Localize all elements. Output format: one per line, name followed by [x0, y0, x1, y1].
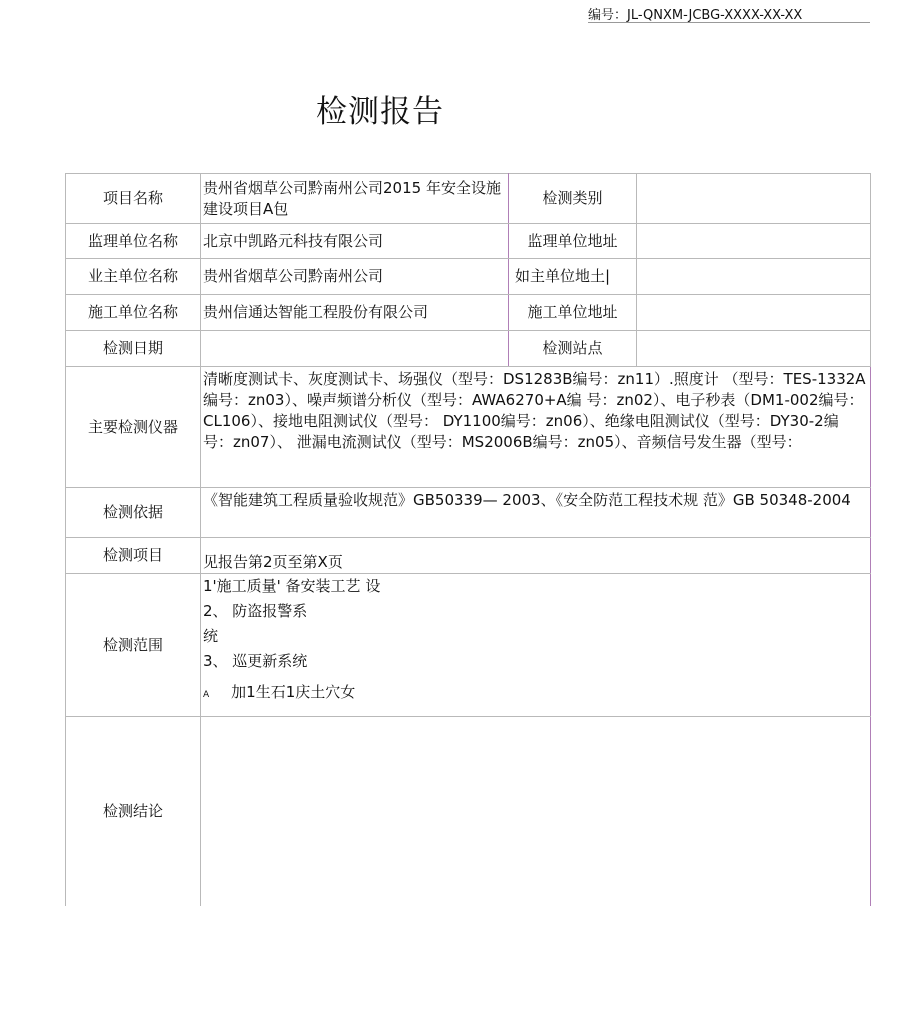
row-supervisor: [66, 224, 871, 259]
row-date: [66, 331, 871, 367]
value: 贵州省烟草公司黔南州公司2015 年安全设施建设项目A包: [201, 174, 509, 224]
report-table: [65, 173, 871, 906]
header-divider: [588, 22, 870, 23]
value: 清晰度测试卡、灰度测试卡、场强仪（型号：DS1283B编号：zn11）.照度计 （型号：TES-1332A编号：zn03）、噪声频谱分析仪（型号：AWA6270+A编 号：zn02）、电子秒表（DM1-002编号：CL106）、接地电阻测试仪（型号： DY1100编号：zn06）、绝缘电阻测试仪（型号：DY30-2编号：zn07）、 泄漏电流测试仪（型号：MS2006B编号：zn05）、音频信号发生器（型号：: [201, 367, 871, 488]
document-code: 编号：JL-QNXM-JCBG-XXXX-XX-XX: [588, 8, 803, 23]
label: 如主单位地土|: [509, 259, 637, 295]
label: 检测结论: [66, 717, 201, 906]
row-basis: [66, 488, 871, 538]
scope-mark: A: [203, 690, 210, 700]
label: 检测项目: [66, 538, 201, 574]
value: 《智能建筑工程质量验收规范》GB50339— 2003、《安全防范工程技术规 范》GB 50348-2004: [201, 488, 871, 538]
row-owner: [66, 259, 871, 295]
label: 项目名称: [66, 174, 201, 224]
row-conclusion: [66, 717, 871, 906]
value: [637, 224, 871, 259]
scope-line: 加1生石1庆土穴女: [231, 683, 356, 701]
label: 施工单位名称: [66, 295, 201, 331]
label: 业主单位名称: [66, 259, 201, 295]
row-scope: [66, 574, 871, 717]
label: 监理单位地址: [509, 224, 637, 259]
scope-line: 3、 巡更新系统: [203, 652, 308, 670]
label: 施工单位地址: [509, 295, 637, 331]
value: [201, 331, 509, 367]
value: [201, 574, 871, 717]
label: 监理单位名称: [66, 224, 201, 259]
value: 贵州信通达智能工程股份有限公司: [201, 295, 509, 331]
row-project: [66, 174, 871, 224]
value: 北京中凯路元科技有限公司: [201, 224, 509, 259]
page-title: 检测报告: [316, 94, 444, 130]
row-items: [66, 538, 871, 574]
scope-line: 2、 防盗报警系: [203, 602, 308, 620]
value: [637, 331, 871, 367]
row-instruments: [66, 367, 871, 488]
value: 见报告第2页至第X页: [201, 538, 871, 574]
label: 检测依据: [66, 488, 201, 538]
label: 主要检测仪器: [66, 367, 201, 488]
value: [637, 295, 871, 331]
label: 检测范围: [66, 574, 201, 717]
value: [637, 259, 871, 295]
label: 检测站点: [509, 331, 637, 367]
label: 检测类别: [509, 174, 637, 224]
scope-line: 1'施工质量' 备安装工艺 设: [203, 577, 381, 595]
value: [637, 174, 871, 224]
value: [201, 717, 871, 906]
row-builder: [66, 295, 871, 331]
value: 贵州省烟草公司黔南州公司: [201, 259, 509, 295]
scope-line: 统: [203, 627, 219, 645]
label: 检测日期: [66, 331, 201, 367]
